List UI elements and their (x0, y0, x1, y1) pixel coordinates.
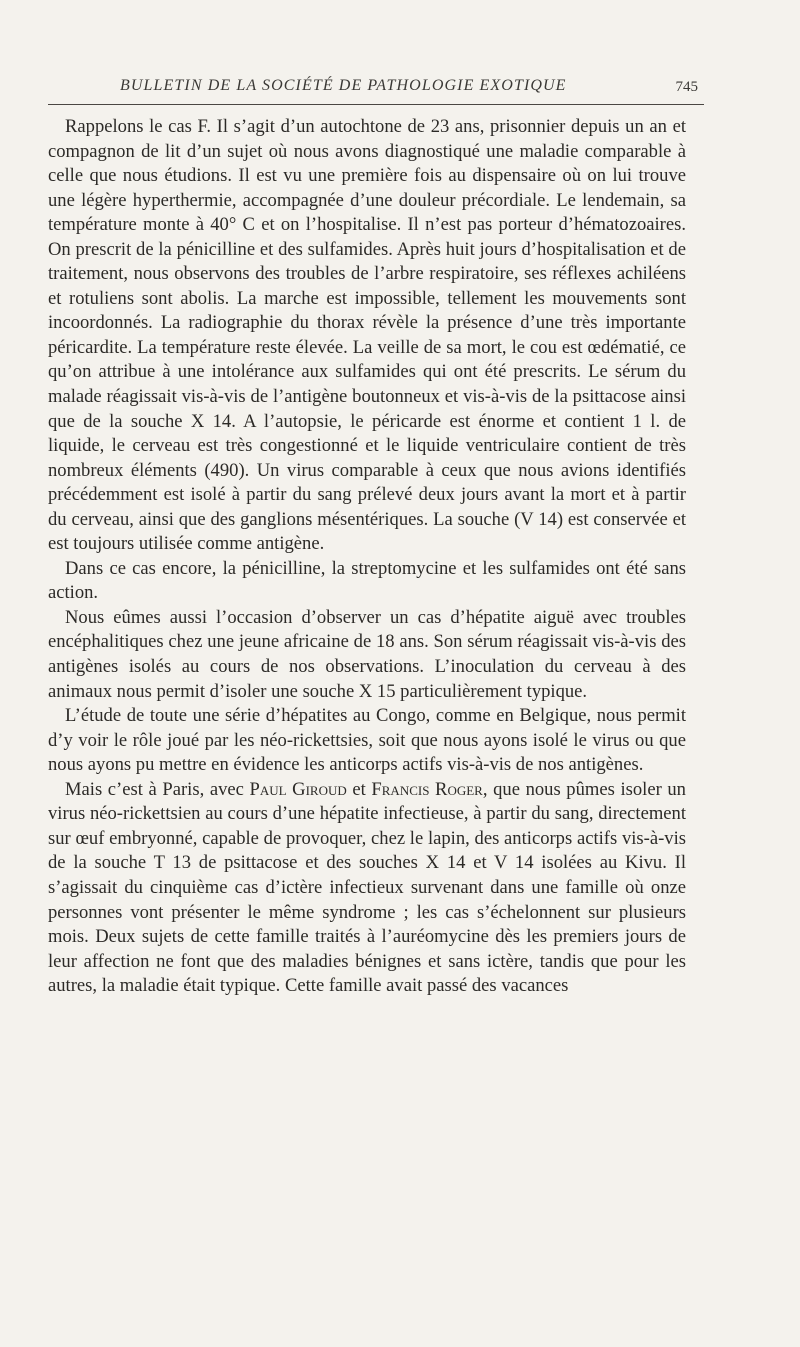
page-number: 745 (675, 79, 698, 95)
author-name: Paul Giroud (249, 778, 347, 800)
paragraph-text: Mais c’est à Paris, avec (65, 778, 250, 800)
paragraph-congo-study: L’étude de toute une série d’hépatites au Congo, comme en Belgique, nous permit d’y voir le rôle joué par les néo-rickettsies, soit que nous ayons isolé le virus ou que nous ayons pu mettre en évidence les anticorps actifs vis-à-vis de nos antigènes. (48, 705, 686, 776)
running-title: BULLETIN DE LA SOCIÉTÉ DE PATHOLOGIE EXOTIQUE (120, 77, 567, 94)
author-name: Francis Roger (371, 778, 483, 800)
article-body (48, 115, 686, 999)
paragraph-text: et (346, 778, 372, 800)
paragraph-hepatitis-case: Nous eûmes aussi l’occasion d’observer un cas d’hépatite aiguë avec troubles encéphalitiques chez une jeune africaine de 18 ans. Son sérum réagissait vis-à-vis des antigènes isolés au cours de nos observations. L’inoculation du cerveau à des animaux nous permit d’isoler une souche X 15 particulièrement typique. (48, 606, 686, 702)
paragraph-case-f: Rappelons le cas F. Il s’agit d’un autochtone de 23 ans, prisonnier depuis un an et compagnon de lit d’un sujet où nous avons diagnostiqué une maladie comparable à celle que nous étudions. Il est vu une première fois au dispensaire où on lui trouve une légère hyperthermie, accompagnée d’une douleur précordiale. Le lendemain, sa température monte à 40° C et on l’hospitalise. Il n’est pas porteur d’hématozoaires. On prescrit de la pénicilline et des sulfamides. Après huit jours d’hospitalisation et de traitement, nous observons des troubles de l’arbre respiratoire, ses réflexes achiléens et rotuliens sont abolis. La marche est impossible, tellement les mouvements sont incoordonnés. La radiographie du thorax révèle la présence d’une très importante péricardite. La température reste élevée. La veille de sa mort, le cou est œdématié, ce qu’on attribue à une intolérance aux sulfamides qui ont été prescrits. Le sérum du malade réagissait vis-à-vis de l’antigène boutonneux et vis-à-vis de la psittacose ainsi que de la souche X 14. A l’autopsie, le péricarde est énorme et contient 1 l. de liquide, le cerveau est très congestionné et le liquide ventriculaire contient de très nombreux éléments (490). Un virus comparable à ceux que nous avions identifiés précédemment est isolé à partir du sang prélevé deux jours avant la mort et à partir du cerveau, ainsi que des ganglions mésentériques. La souche (V 14) est conservée et est toujours utilisée comme antigène. (48, 116, 686, 555)
paragraph-text: , que nous pûmes isoler un virus néo-rickettsien au cours d’une hépatite infectieuse, à partir du sang, directement sur œuf embryonné, capable de provoquer, chez le lapin, des anticorps actifs vis-à-vis de la souche T 13 de psittacose et des souches X 14 et V 14 isolées au Kivu. Il s’agissait du cinquième cas d’ictère infectieux survenant dans une famille où onze personnes vont présenter le même syndrome ; les cas s’échelonnent sur plusieurs mois. Deux sujets de cette famille traités à l’auréomycine dès les premiers jours de leur affection ne font que des maladies bénignes et sans ictère, tandis que pour les autres, la maladie était typique. Cette famille avait passé des vacances (48, 778, 686, 997)
paragraph-paris-isolation (48, 778, 686, 999)
paragraph-treatment: Dans ce cas encore, la pénicilline, la streptomycine et les sulfamides ont été sans action. (48, 557, 686, 604)
page-header (48, 74, 704, 105)
